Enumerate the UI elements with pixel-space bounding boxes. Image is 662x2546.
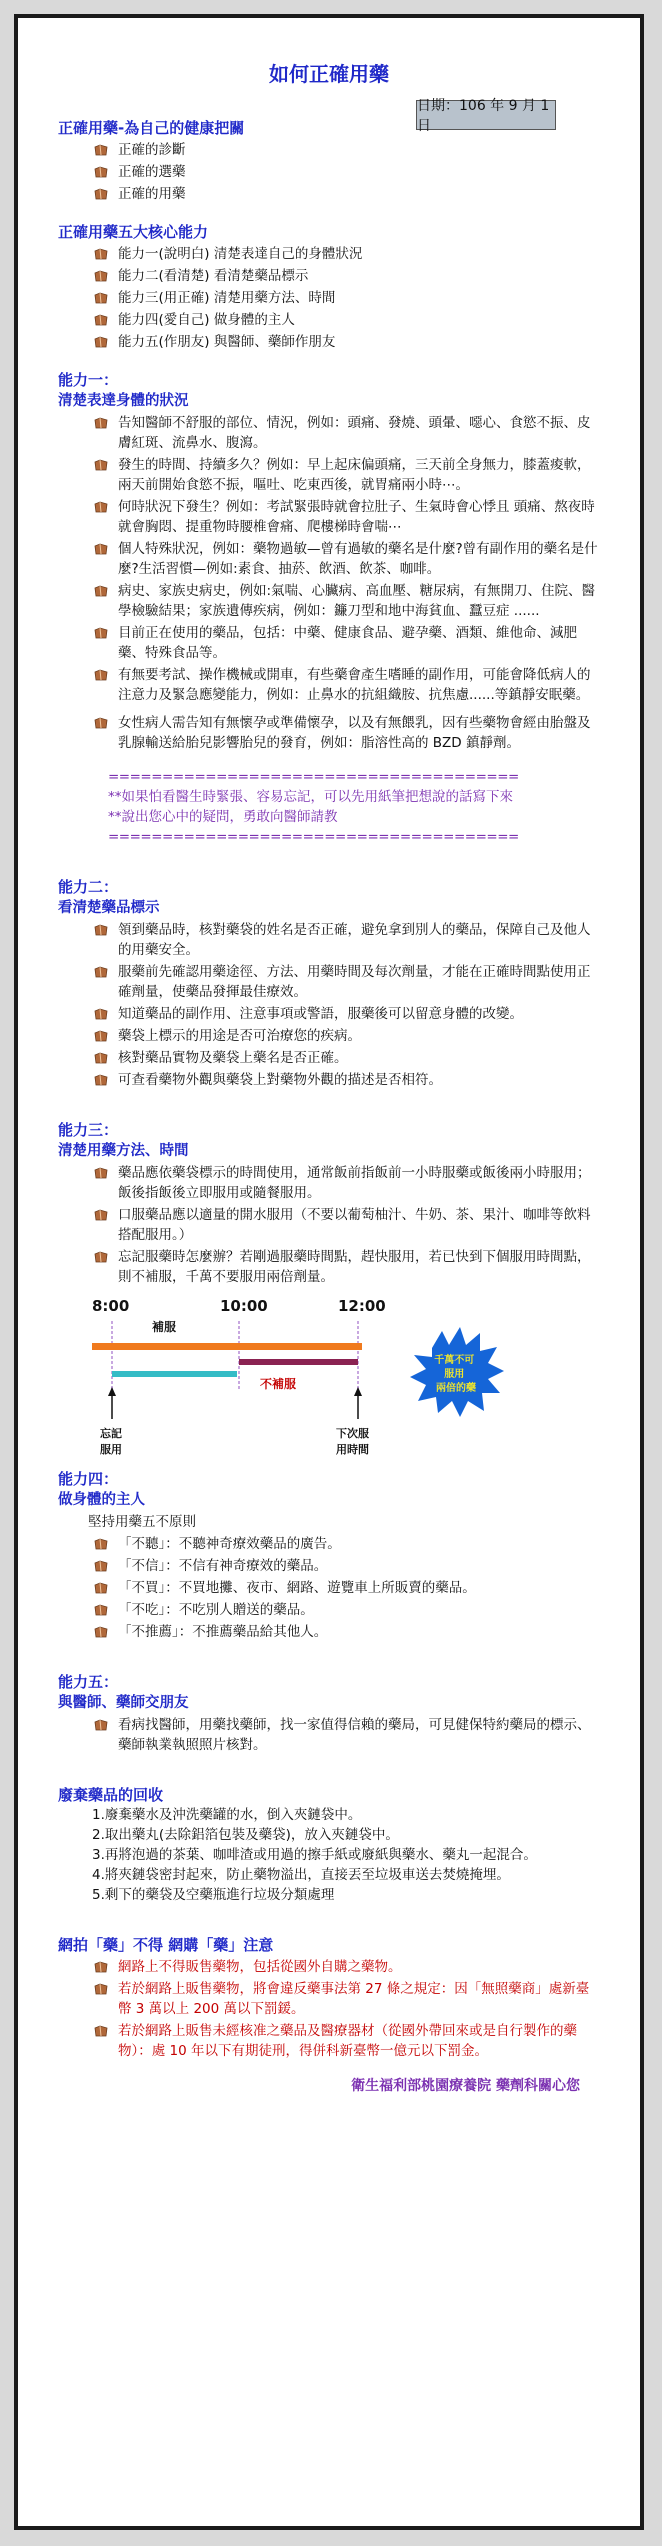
bullet-list (58, 1534, 598, 1642)
section-title: 網拍「藥」不得 網購「藥」注意 (58, 1936, 274, 1954)
section-title: 正確用藥五大核心能力 (58, 223, 209, 241)
list-item-text: 告知醫師不舒服的部位、情況，例如：頭痛、發燒、頭暈、噁心、食慾不振、皮膚紅斑、流鼻水、腹瀉。 (118, 415, 591, 451)
lead-text: 堅持用藥五不原則 (88, 1514, 196, 1530)
bullet-icon (94, 1961, 108, 1973)
list-item-text: 若於網路上販售藥物，將會違反藥事法第 27 條之規定：因「無照藥商」處新臺幣 3 萬以上 200 萬以下罰鍰。 (118, 1981, 590, 2017)
list-item-text: 知道藥品的副作用、注意事項或警語，服藥後可以留意身體的改變。 (118, 1006, 523, 1022)
timeline-bar-orange (92, 1343, 362, 1350)
list-item-text: 若於網路上販售未經核准之藥品及醫療器材（從國外帶回來或是自行製作的藥物）：處 10 年以下有期徒刑，得併科新臺幣一億元以下罰金。 (118, 2023, 577, 2059)
bullet-icon (94, 144, 108, 156)
list-item-text: 病史、家族史病史，例如:氣喘、心臟病、高血壓、糖尿病，有無開刀、住院、醫學檢驗結果；家族遺傳疾病，例如：鐮刀型和地中海貧血、蠶豆症 ...... (118, 583, 596, 619)
list-item-text: 「不信」：不信有神奇療效的藥品。 (118, 1558, 328, 1574)
list-item (92, 1556, 598, 1576)
note: **說出您心中的疑問，勇敢向醫師請教 (108, 809, 338, 825)
list-item-text: 能力四(愛自己) 做身體的主人 (118, 312, 295, 328)
section-ability-3 (58, 1120, 598, 1463)
bullet-list (58, 1163, 598, 1287)
list-item-text: 能力一(說明白) 清楚表達自己的身體狀況 (118, 246, 363, 262)
section-online-purchase (58, 1935, 598, 2061)
bullet-icon (94, 1008, 108, 1020)
bullet-icon (94, 336, 108, 348)
list-item-text: 口服藥品應以適量的開水服用（不要以葡萄柚汁、牛奶、茶、果汁、咖啡等飲料搭配服用。） (118, 1207, 591, 1243)
list-item (92, 1163, 598, 1203)
list-item-text: 正確的選藥 (118, 164, 186, 180)
list-item (92, 1957, 598, 1977)
section-subtitle: 看清楚藥品標示 (58, 900, 160, 916)
bullet-icon (94, 966, 108, 978)
list-item-text: 藥袋上標示的用途是否可治療您的疾病。 (118, 1028, 361, 1044)
bullet-icon (94, 2025, 108, 2037)
numbered-item: 1.廢棄藥水及沖洗藥罐的水，倒入夾鏈袋中。 (92, 1807, 362, 1823)
separator: ====================================== (108, 769, 519, 785)
next-dose-label: 下次服 用時間 (336, 1427, 369, 1456)
list-item-text: 何時狀況下發生？例如：考試緊張時就會拉肚子、生氣時會心悸且 頭痛、熬夜時就會胸悶、提重物時腰椎會痛、爬樓梯時會喘⋯ (118, 499, 595, 535)
bullet-icon (94, 292, 108, 304)
list-item (92, 713, 598, 753)
list-item (92, 1534, 598, 1554)
numbered-item: 5.剩下的藥袋及空藥瓶進行垃圾分類處理 (92, 1887, 335, 1903)
no-make-up-label: 不補服 (260, 1377, 297, 1391)
list-item-text: 有無要考試、操作機械或開車，有些藥會產生嗜睡的副作用，可能會降低病人的注意力及緊急應變能力，例如：止鼻水的抗組織胺、抗焦慮......等鎮靜安眠藥。 (118, 667, 591, 703)
timeline-diagram (92, 1293, 592, 1463)
timeline-bar-maroon (239, 1359, 358, 1365)
list-item-text: 服藥前先確認用藥途徑、方法、用藥時間及每次劑量，才能在正確時間點使用正確劑量，使藥品發揮最佳療效。 (118, 964, 591, 1000)
numbered-item: 3.再將泡過的茶葉、咖啡渣或用過的擦手紙或廢紙與藥水、藥丸一起混合。 (92, 1847, 537, 1863)
list-item (92, 1979, 598, 2019)
bullet-icon (94, 627, 108, 639)
bullet-icon (94, 417, 108, 429)
bullet-icon (94, 1538, 108, 1550)
section-ability-4 (58, 1469, 598, 1642)
bullet-icon (94, 1052, 108, 1064)
bullet-icon (94, 717, 108, 729)
make-up-label: 補服 (152, 1320, 177, 1334)
time-label-12: 12:00 (338, 1297, 386, 1315)
bullet-icon (94, 248, 108, 260)
section-title: 正確用藥-為自己的健康把關 (58, 119, 245, 137)
bullet-icon (94, 314, 108, 326)
list-item-text: 忘記服藥時怎麼辦？若剛過服藥時間點，趕快服用，若已快到下個服用時間點，則不補服，千萬不要服用兩倍劑量。 (118, 1249, 591, 1285)
list-item (92, 1004, 598, 1024)
section-correct-use (58, 118, 598, 204)
list-item (92, 2021, 598, 2061)
section-subtitle: 清楚表達身體的狀況 (58, 393, 189, 409)
list-item (92, 1205, 598, 1245)
list-item-text: 正確的用藥 (118, 186, 186, 202)
page-title: 如何正確用藥 (269, 62, 389, 86)
list-item-text: 「不聽」：不聽神奇療效藥品的廣告。 (118, 1536, 341, 1552)
separator: ====================================== (108, 829, 519, 845)
bullet-icon (94, 924, 108, 936)
list-item (92, 244, 598, 264)
bullet-icon (94, 1074, 108, 1086)
section-title: 能力三： (58, 1121, 119, 1139)
section-ability-5 (58, 1672, 598, 1755)
list-item (92, 497, 598, 537)
content (58, 118, 598, 2095)
bullet-icon (94, 1582, 108, 1594)
bullet-icon (94, 1030, 108, 1042)
section-subtitle: 清楚用藥方法、時間 (58, 1143, 189, 1159)
section-subtitle: 與醫師、藥師交朋友 (58, 1695, 189, 1711)
bullet-icon (94, 188, 108, 200)
next-arrowhead (354, 1387, 362, 1396)
list-item (92, 1715, 598, 1755)
list-item (92, 920, 598, 960)
list-item-text: 能力三(用正確) 清楚用藥方法、時間 (118, 290, 336, 306)
list-item (92, 413, 598, 453)
bullet-icon (94, 1251, 108, 1263)
list-item (92, 332, 598, 352)
list-item (92, 665, 598, 705)
list-item-text: 發生的時間、持續多久？例如：早上起床偏頭痛，三天前全身無力，膝蓋痠軟，兩天前開始食慾不振，嘔吐、吃東西後，就胃痛兩小時⋯。 (118, 457, 591, 493)
section-title: 廢棄藥品的回收 (58, 1786, 164, 1804)
bullet-list (58, 1957, 598, 2061)
bullet-icon (94, 166, 108, 178)
bullet-list (58, 140, 598, 204)
section-title: 能力五： (58, 1673, 119, 1691)
numbered-item: 2.取出藥丸(去除鋁箔包裝及藥袋)，放入夾鏈袋中。 (92, 1827, 399, 1843)
list-item (92, 1600, 598, 1620)
bullet-icon (94, 1983, 108, 1995)
list-item (92, 1070, 598, 1090)
footer-credit: 衛生福利部桃園療養院 藥劑科關心您 (351, 2078, 580, 2094)
timeline-bar-cyan (112, 1371, 237, 1377)
bullet-icon (94, 1167, 108, 1179)
list-item-text: 核對藥品實物及藥袋上藥名是否正確。 (118, 1050, 348, 1066)
list-item (92, 310, 598, 330)
section-ability-1 (58, 370, 598, 847)
forgot-arrowhead (108, 1387, 116, 1396)
bullet-icon (94, 669, 108, 681)
bullet-icon (94, 1209, 108, 1221)
section-disposal (58, 1785, 598, 1905)
page-frame (14, 14, 644, 2530)
bullet-icon (94, 501, 108, 513)
bullet-list (58, 920, 598, 1090)
forgot-label: 忘記 服用 (100, 1427, 122, 1456)
warning-burst-text: 千萬不可 服用 兩倍的藥 (434, 1355, 476, 1394)
bullet-icon (94, 1604, 108, 1616)
list-item (92, 288, 598, 308)
bullet-icon (94, 543, 108, 555)
list-item-text: 「不推薦」：不推薦藥品給其他人。 (118, 1624, 328, 1640)
missed-dose-timeline (92, 1293, 598, 1463)
list-item-text: 領到藥品時，核對藥袋的姓名是否正確，避免拿到別人的藥品，保障自己及他人的用藥安全。 (118, 922, 591, 958)
list-item (92, 581, 598, 621)
numbered-list (58, 1805, 598, 1905)
bullet-list (58, 413, 598, 753)
list-item (92, 962, 598, 1002)
list-item (92, 266, 598, 286)
list-item (92, 1048, 598, 1068)
list-item-text: 「不買」：不買地攤、夜市、網路、遊覽車上所販賣的藥品。 (118, 1580, 476, 1596)
list-item-text: 網路上不得販售藥物，包括從國外自購之藥物。 (118, 1959, 402, 1975)
list-item-text: 個人特殊狀況，例如：藥物過敏—曾有過敏的藥名是什麼?曾有副作用的藥名是什麼?生活習慣—例如:素食、抽菸、飲酒、飲茶、咖啡。 (118, 541, 598, 577)
section-title: 能力二： (58, 878, 119, 896)
bullet-icon (94, 459, 108, 471)
list-item-text: 能力二(看清楚) 看清楚藥品標示 (118, 268, 309, 284)
list-item-text: 目前正在使用的藥品，包括：中藥、健康食品、避孕藥、酒類、維他命、減肥藥、特殊食品等。 (118, 625, 577, 661)
list-item (92, 1578, 598, 1598)
bullet-icon (94, 1626, 108, 1638)
bullet-list (58, 244, 598, 352)
list-item (92, 162, 598, 182)
list-item (92, 455, 598, 495)
list-item-text: 女性病人需告知有無懷孕或準備懷孕，以及有無餵乳，因有些藥物會經由胎盤及乳腺輸送給胎兒影響胎兒的發育，例如：脂溶性高的 BZD 鎮靜劑。 (118, 715, 591, 751)
bullet-list (58, 1715, 598, 1755)
bullet-icon (94, 1560, 108, 1572)
list-item (92, 539, 598, 579)
section-title: 能力四： (58, 1470, 119, 1488)
numbered-item: 4.將夾鏈袋密封起來，防止藥物溢出，直接丟至垃圾車送去焚燒掩埋。 (92, 1867, 510, 1883)
note: **如果怕看醫生時緊張、容易忘記，可以先用紙筆把想說的話寫下來 (108, 789, 513, 805)
section-title: 能力一： (58, 371, 119, 389)
date-box: 日期：106 年 9 月 1 日 (416, 100, 556, 130)
list-item (92, 1622, 598, 1642)
list-item-text: 藥品應依藥袋標示的時間使用，通常飯前指飯前一小時服藥或飯後兩小時服用；飯後指飯後立即服用或隨餐服用。 (118, 1165, 591, 1201)
list-item (92, 140, 598, 160)
list-item (92, 623, 598, 663)
bullet-icon (94, 585, 108, 597)
bullet-icon (94, 270, 108, 282)
time-label-10: 10:00 (220, 1297, 268, 1315)
list-item-text: 「不吃」：不吃別人贈送的藥品。 (118, 1602, 314, 1618)
time-label-8: 8:00 (92, 1297, 130, 1315)
section-subtitle: 做身體的主人 (58, 1492, 145, 1508)
section-ability-2 (58, 877, 598, 1090)
bullet-icon (94, 1719, 108, 1731)
list-item-text: 能力五(作朋友) 與醫師、藥師作朋友 (118, 334, 336, 350)
list-item-text: 可查看藥物外觀與藥袋上對藥物外觀的描述是否相符。 (118, 1072, 442, 1088)
section-five-abilities (58, 222, 598, 352)
list-item-text: 看病找醫師，用藥找藥師，找一家值得信賴的藥局，可見健保特約藥局的標示、藥師執業執照照片核對。 (118, 1717, 591, 1753)
list-item (92, 1247, 598, 1287)
list-item-text: 正確的診斷 (118, 142, 186, 158)
list-item (92, 1026, 598, 1046)
list-item (92, 184, 598, 204)
